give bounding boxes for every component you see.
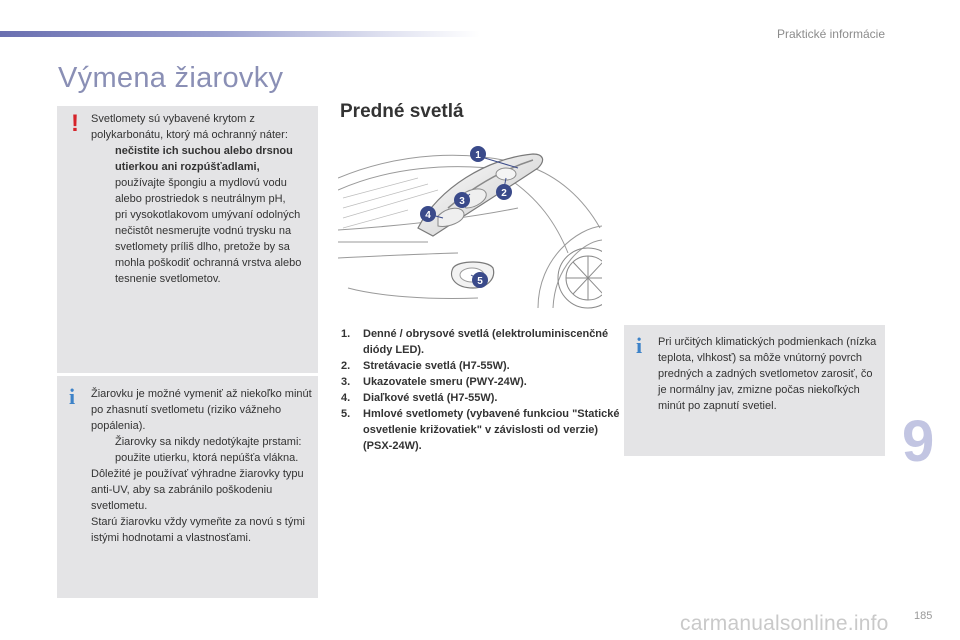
warning-intro: Svetlomety sú vybavené krytom z polykarbonátu, ktorý má ochranný náter: [91, 113, 288, 141]
page-number: 185 [914, 610, 933, 622]
watermark: carmanualsonline.info [680, 612, 889, 635]
legend-num: 1. [341, 328, 351, 340]
list-item [91, 434, 313, 466]
legend-text: Stretávacie svetlá (H7-55W). [363, 360, 510, 372]
callout-4 [420, 206, 436, 222]
callout-3 [454, 192, 470, 208]
list-item [341, 358, 621, 374]
list-item [91, 143, 313, 175]
bulb-legend [341, 326, 621, 454]
warning-bullet-2: používajte špongiu a mydlovú vodu alebo prostriedok s neutrálnym pH, [115, 177, 287, 205]
callout-3-label: 3 [459, 196, 465, 207]
list-item [341, 326, 621, 358]
info2-text: Pri určitých klimatických podmienkach (nízka teplota, vlhkosť) sa môže vnútorný povrch predných a zadných svetlometov zarosiť, čo je normálny jav, zmizne počas niekoľkých minút po zapnutí svetiel. [658, 336, 877, 412]
page-title: Výmena žiarovky [58, 62, 284, 94]
legend-num: 4. [341, 392, 351, 404]
fog-light [452, 262, 494, 288]
list-item [91, 207, 313, 287]
info-paragraph-1: Dôležité je používať výhradne žiarovky typu anti-UV, aby sa zabránilo poškodeniu svetlometu. [91, 468, 304, 512]
info-icon: i [69, 384, 76, 409]
legend-text: Denné / obrysové svetlá (elektroluminiscenčné diódy LED). [363, 328, 609, 356]
bullet-icon [91, 175, 115, 207]
wheel [558, 248, 602, 308]
list-item [91, 175, 313, 207]
info-icon: i [636, 333, 643, 358]
header-gradient-bar [0, 31, 480, 37]
warning-bullet-1: nečistite ich suchou alebo drsnou utierkou ani rozpúšťadlami, [115, 145, 293, 173]
callout-1-label: 1 [475, 150, 481, 161]
bullet-icon [91, 207, 115, 287]
callout-5-label: 5 [477, 276, 483, 287]
legend-text: Hmlové svetlomety (vybavené funkciou "Statické osvetlenie križovatiek" v závislosti od verzie) (PSX-24W). [363, 408, 620, 452]
legend-num: 2. [341, 360, 351, 372]
callout-2 [496, 184, 512, 200]
legend-num: 3. [341, 376, 351, 388]
chapter-number: 9 [902, 409, 935, 474]
callout-2-label: 2 [501, 188, 507, 199]
headlight-unit [418, 154, 543, 236]
warning-bullet-3: pri vysokotlakovom umývaní odolných nečistôt nesmerujte vodnú trysku na svetlomety príliš dlho, pretože by sa mohla poškodiť ochranná vrstva alebo tesnenie svetlometov. [115, 209, 302, 285]
bullet-icon [91, 143, 115, 175]
info-box-condensation [624, 325, 885, 456]
info-intro: Žiarovku je možné vymeniť až niekoľko minút po zhasnutí svetlometu (riziko vážneho popálenia). [91, 388, 312, 432]
exclamation-icon: ! [71, 110, 79, 137]
legend-text: Ukazovatele smeru (PWY-24W). [363, 376, 527, 388]
list-item [341, 390, 621, 406]
front-lights-heading: Predné svetlá [340, 101, 464, 122]
info-paragraph-2: Starú žiarovku vždy vymeňte za novú s tými istými hodnotami a vlastnosťami. [91, 516, 305, 544]
callout-5 [472, 272, 488, 288]
headlight-illustration [338, 138, 602, 310]
info-bullet-1: Žiarovky sa nikdy nedotýkajte prstami: použite utierku, ktorá nepúšťa vlákna. [115, 436, 302, 464]
section-title: Praktické informácie [776, 27, 885, 41]
warning-text [91, 111, 313, 287]
legend-num: 5. [341, 408, 351, 420]
warning-box [57, 106, 318, 373]
callout-4-label: 4 [425, 210, 431, 221]
callout-1 [470, 146, 486, 162]
legend-text: Diaľkové svetlá (H7-55W). [363, 392, 498, 404]
list-item [341, 374, 621, 390]
bullet-icon [91, 434, 115, 466]
info-text [91, 386, 313, 546]
info-box [57, 376, 318, 598]
list-item [341, 406, 621, 454]
